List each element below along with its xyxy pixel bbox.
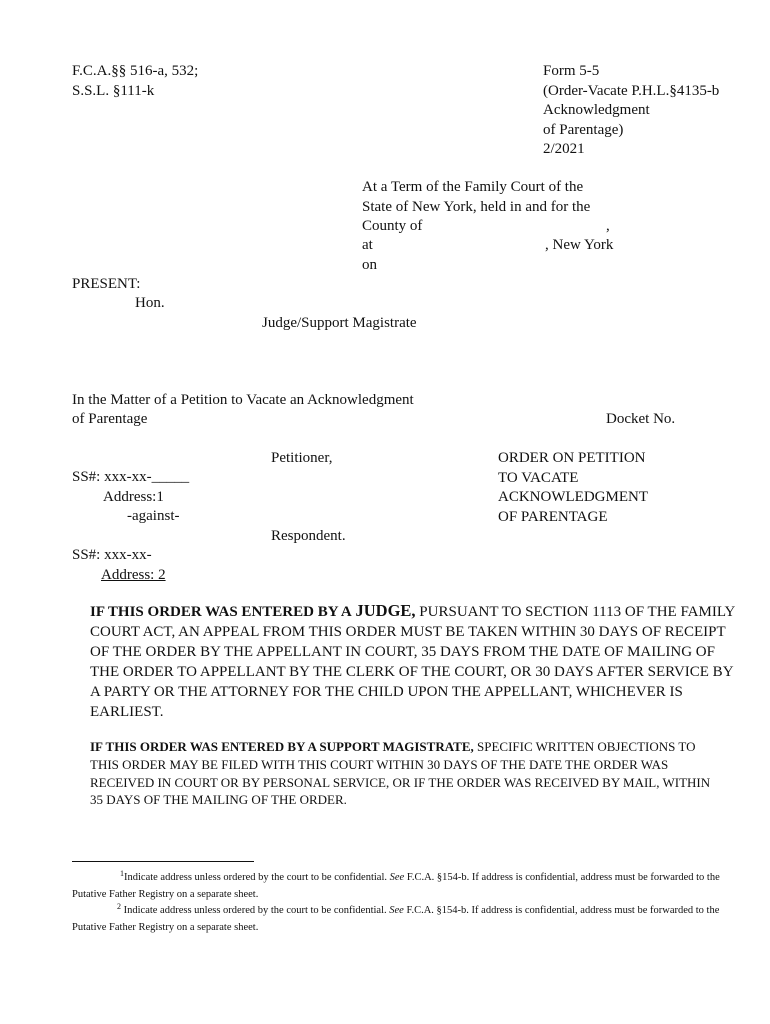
statute-line: S.S.L. §111-k <box>72 82 155 99</box>
judge-appeal-notice <box>90 601 740 722</box>
matter-line: of Parentage <box>72 411 148 427</box>
county-label: County of <box>362 218 423 234</box>
footnote-number: 2 <box>117 902 121 911</box>
magistrate-notice-heading: IF THIS ORDER WAS ENTERED BY A SUPPORT MAGISTRATE, <box>90 739 474 754</box>
footnote-rule <box>72 861 254 862</box>
statute-citations <box>72 62 198 101</box>
judge-notice-heading: IF THIS ORDER WAS ENTERED BY A <box>90 604 352 620</box>
footnote-text: F.C.A. §154-b. If address is confidential, address must be forwarded to the Putative Father Registry on a separate sheet. <box>72 872 720 900</box>
order-title-line: ORDER ON PETITION <box>498 450 646 466</box>
footnote-text: F.C.A. §154-b. If address is confidential, address must be forwarded to the Putative Father Registry on a separate sheet. <box>72 905 720 933</box>
judge-notice-heading-judge: JUDGE, <box>355 601 416 620</box>
order-title-line: OF PARENTAGE <box>498 508 608 525</box>
present-label: PRESENT: <box>72 276 141 292</box>
term-line: At a Term of the Family Court of the <box>362 179 584 195</box>
respondent-label: Respondent. <box>271 528 346 544</box>
petitioner-ssn: SS#: xxx-xx-_____ <box>72 469 190 485</box>
form-number: Form 5-5 <box>543 63 600 79</box>
magistrate-notice-text: SPECIFIC WRITTEN OBJECTIONS TO THIS ORDER MAY BE FILED WITH THIS COURT WITHIN 30 DAYS OF THE DATE THE ORDER WAS RECEIVED IN COURT OR BY PERSONAL SERVICE, OR IF THE ORDER WAS RECEIVED BY MAIL, WITHIN 35 DAYS OF THE MAILING OF THE ORDER. <box>90 739 711 808</box>
footnote-see: See <box>389 905 404 916</box>
footnote-2 <box>72 903 722 936</box>
petitioner-address: Address:1 <box>103 489 164 505</box>
at-label: at <box>362 237 373 253</box>
term-line: State of New York, held in and for the <box>362 198 591 215</box>
form-date: 2/2021 <box>543 141 585 157</box>
docket-label: Docket No. <box>606 411 676 427</box>
order-title <box>498 449 648 527</box>
order-title-line: ACKNOWLEDGMENT <box>498 489 648 505</box>
matter-line: In the Matter of a Petition to Vacate an Acknowledgment <box>72 392 414 408</box>
form-info-line: Acknowledgment <box>543 102 650 118</box>
footnote-text: Indicate address unless ordered by the court to be confidential. <box>124 872 387 883</box>
against-label: -against- <box>127 508 180 524</box>
footnote-1 <box>72 870 722 903</box>
footnote-text: Indicate address unless ordered by the court to be confidential. <box>123 905 387 916</box>
hon-label: Hon. <box>135 295 165 311</box>
on-label: on <box>362 257 377 273</box>
judge-notice-text: PURSUANT TO SECTION 1113 OF THE FAMILY COURT ACT, AN APPEAL FROM THIS ORDER MUST BE TAKEN WITHIN 30 DAYS OF RECEIPT OF THE ORDER BY THE APPELLANT IN COURT, 35 DAYS FROM THE DATE OF MAILING OF THE ORDER TO APPELLANT BY THE CLERK OF THE COURT, OR 30 DAYS AFTER SERVICE BY A PARTY OR THE ATTORNEY FOR THE CHILD UPON THE APPELLANT, WHICHEVER IS EARLIEST. <box>90 604 735 720</box>
form-info-line: (Order-Vacate P.H.L.§4135-b <box>543 82 720 99</box>
county-comma: , <box>606 218 610 234</box>
petitioner-label: Petitioner, <box>271 450 333 466</box>
judge-title: Judge/Support Magistrate <box>262 315 417 331</box>
court-term-block <box>362 178 590 217</box>
respondent-ssn: SS#: xxx-xx- <box>72 547 152 563</box>
footnote-number: 1 <box>120 869 124 878</box>
magistrate-objection-notice <box>90 738 720 809</box>
order-title-line: TO VACATE <box>498 469 579 486</box>
form-info <box>543 62 719 160</box>
form-info-line: of Parentage) <box>543 121 624 138</box>
new-york-label: , New York <box>545 237 614 253</box>
statute-line: F.C.A.§§ 516-a, 532; <box>72 63 199 79</box>
footnote-see: See <box>389 872 405 883</box>
respondent-address: Address: 2 <box>101 567 166 583</box>
